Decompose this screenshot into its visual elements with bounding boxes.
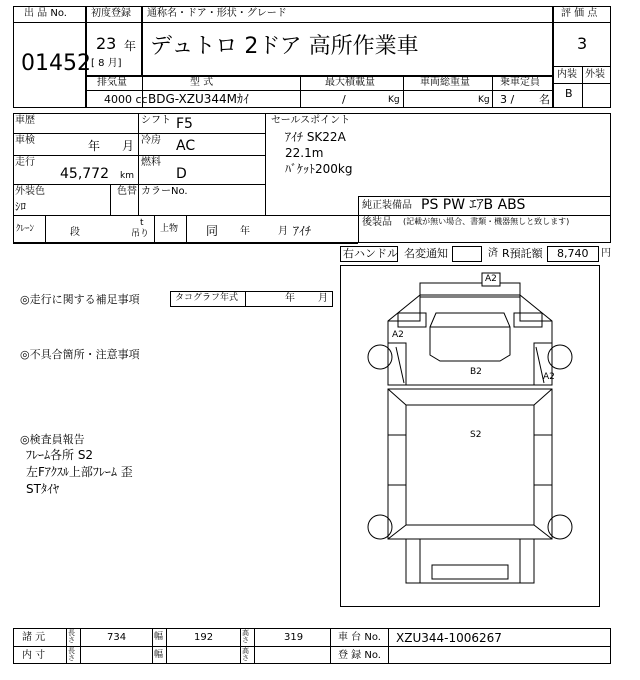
exterior-label: 外装	[585, 69, 605, 80]
inspector-line-2: 左Fｱｸｽﾙ上部ﾌﾚｰﾑ 歪	[26, 465, 133, 479]
chassis-number: XZU344-1006267	[396, 631, 502, 645]
inner-dims-label: 内 寸	[22, 650, 46, 661]
chassis-label: 車 台 No.	[338, 632, 381, 643]
damage-mark-left: A2	[392, 330, 404, 340]
inspection-month-unit: 月	[122, 139, 135, 153]
yen: 円	[601, 248, 611, 259]
crane-label: ｸﾚｰﾝ	[16, 224, 35, 234]
model-label: 型 式	[190, 77, 214, 88]
genuine-label: 純正装備品	[362, 200, 412, 211]
inner-width-label: 幅	[154, 650, 164, 660]
lot-no-label: 出 品 No.	[24, 8, 67, 19]
max-load-kg: Kg	[388, 95, 400, 105]
first-reg-label: 初度登録	[91, 8, 131, 19]
aftermarket-label: 後装品	[362, 217, 392, 228]
inspection-label: 車検	[15, 135, 35, 146]
interior-grade: B	[565, 87, 573, 100]
first-reg-year: 23	[96, 34, 117, 53]
upper-month: 月	[278, 226, 288, 237]
grade-label: 評 価 点	[561, 8, 598, 19]
tax-label: 済	[488, 248, 498, 259]
fuel: D	[176, 166, 187, 182]
ext-color: ｼﾛ	[15, 200, 26, 213]
fuel-label: 燃料	[141, 157, 161, 168]
inner-height-label: 高さ	[242, 647, 249, 662]
color-no-label: カラーNo.	[141, 186, 188, 197]
max-load-label: 最大積載量	[325, 77, 375, 88]
name-change-label: 名変通知	[404, 247, 448, 260]
recycle-value: 8,740	[557, 247, 589, 260]
sales-line-3: ﾊﾞｹｯﾄ200kg	[285, 162, 353, 176]
inspector-line-3: STﾀｲﾔ	[26, 482, 59, 496]
interior-label: 内装	[557, 69, 577, 80]
width: 192	[194, 632, 214, 643]
first-reg-month: [ 8 月]	[91, 58, 122, 69]
gvw-label: 車両総重量	[420, 77, 470, 88]
name-change-box	[452, 246, 482, 262]
lot-no: 01452	[21, 51, 91, 76]
model: BDG-XZU344Mｶｲ	[148, 92, 249, 106]
tacho-label: タコグラフ年式	[175, 293, 239, 303]
capacity-unit: 名	[539, 93, 550, 106]
year-unit: 年	[124, 39, 137, 53]
history-label: 車歴	[15, 115, 35, 126]
color-change-label: 色替	[117, 186, 137, 197]
mileage: 45,772	[60, 166, 109, 182]
length-label: 長さ	[68, 629, 75, 644]
sales-line-2: 22.1m	[285, 146, 324, 160]
tacho-month: 月	[318, 293, 328, 304]
sales-line-1: ｱｲﾁ SK22A	[285, 130, 346, 144]
overall-grade: 3	[577, 34, 588, 53]
crane-tsuri: 吊り	[131, 229, 150, 239]
defects-label: ◎不具合箇所・注意事項	[20, 348, 140, 361]
shift: F5	[176, 116, 193, 132]
width-label: 幅	[154, 632, 164, 642]
inspector-line-1: ﾌﾚｰﾑ各所 S2	[26, 448, 94, 462]
displacement-label: 排気量	[97, 77, 127, 88]
damage-mark-top: A2	[485, 274, 497, 284]
ext-color-label: 外装色	[15, 186, 45, 197]
damage-mark-body: S2	[470, 430, 482, 440]
genuine: PS PW ｴｱB ABS	[421, 197, 526, 213]
dims-label: 諸 元	[22, 632, 46, 643]
driving-notes-label: ◎走行に関する補足事項	[20, 293, 140, 306]
registration-label: 登 録 No.	[338, 650, 381, 661]
upper-same: 同	[206, 224, 219, 238]
length: 734	[107, 632, 127, 643]
height: 319	[284, 632, 304, 643]
ac-label: 冷房	[141, 135, 161, 146]
upper-year: 年	[240, 226, 250, 237]
displacement: 4000 cc	[104, 93, 148, 106]
crane-t: t	[140, 218, 144, 228]
aftermarket-note: (記載が無い場合、書類・機器無しと致します)	[403, 217, 570, 226]
inspection-year-unit: 年	[88, 139, 101, 153]
damage-mark-cab: B2	[470, 367, 482, 377]
right-handle: 右ハンドル	[343, 247, 398, 260]
mileage-label: 走行	[15, 157, 35, 168]
recycle-label: R預託額	[502, 247, 543, 260]
mileage-unit: km	[120, 171, 134, 181]
capacity: 3 /	[500, 93, 515, 106]
height-label: 高さ	[242, 629, 249, 644]
shift-label: シフト	[141, 115, 171, 126]
inner-length-label: 長さ	[68, 647, 75, 662]
sales-point-label: セールスポイント	[271, 115, 351, 126]
tacho-year: 年	[285, 293, 295, 304]
inspector-label: ◎検査員報告	[20, 433, 85, 446]
upper-label: 上物	[160, 224, 179, 234]
car-name-label: 通称名・ドア・形状・グレード	[147, 8, 287, 19]
damage-mark-right: A2	[543, 372, 555, 382]
max-load: /	[342, 93, 346, 106]
crane-stages: 段	[70, 227, 80, 238]
gvw-kg: Kg	[478, 95, 490, 105]
upper-maker: ｱｲﾁ	[293, 224, 312, 238]
capacity-label: 乗車定員	[500, 77, 540, 88]
car-name: デュトロ 2ドア 高所作業車	[150, 34, 419, 59]
ac: AC	[176, 138, 196, 154]
